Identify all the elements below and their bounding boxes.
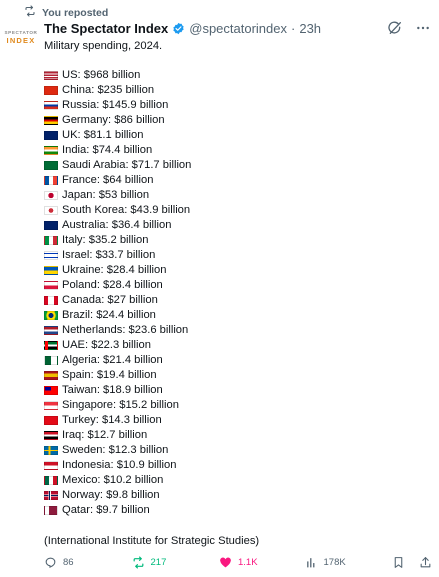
reply-button[interactable]	[44, 556, 132, 569]
list-item	[44, 338, 424, 353]
flag-ua-icon	[44, 266, 58, 275]
list-item-text: Algeria: $21.4 billion	[62, 354, 163, 366]
list-item	[44, 113, 424, 128]
list-item-text: Poland: $28.4 billion	[62, 279, 163, 291]
list-item-text: Indonesia: $10.9 billion	[62, 459, 177, 471]
list-item-text: Brazil: $24.4 billion	[62, 309, 156, 321]
tweet-intro: Military spending, 2024.	[44, 40, 163, 52]
flag-qa-icon	[44, 506, 58, 515]
list-item	[44, 443, 424, 458]
flag-kr-icon	[44, 206, 58, 215]
flag-it-icon	[44, 236, 58, 245]
list-item-text: Canada: $27 billion	[62, 294, 158, 306]
repost-icon	[24, 5, 36, 20]
reply-count: 86	[63, 557, 74, 568]
list-item-text: Germany: $86 billion	[62, 114, 165, 126]
heart-icon	[219, 556, 232, 569]
flag-nl-icon	[44, 326, 58, 335]
flag-id-icon	[44, 461, 58, 470]
list-item-text: US: $968 billion	[62, 69, 141, 81]
flag-tw-icon	[44, 386, 58, 395]
list-item	[44, 173, 424, 188]
top-actions	[387, 20, 431, 36]
list-item	[44, 368, 424, 383]
flag-us-icon	[44, 71, 58, 80]
list-item-text: Australia: $36.4 billion	[62, 219, 172, 231]
flag-sa-icon	[44, 161, 58, 170]
grok-icon[interactable]	[387, 20, 403, 36]
list-item-text: China: $235 billion	[62, 84, 155, 96]
list-item	[44, 158, 424, 173]
share-icon	[419, 556, 432, 569]
list-item-text: Japan: $53 billion	[62, 189, 150, 201]
flag-br-icon	[44, 311, 58, 320]
list-item-text: Italy: $35.2 billion	[62, 234, 149, 246]
list-item	[44, 263, 424, 278]
tweet-header	[44, 21, 321, 36]
list-item-text: Turkey: $14.3 billion	[62, 414, 162, 426]
list-item-text: Taiwan: $18.9 billion	[62, 384, 163, 396]
list-item	[44, 323, 424, 338]
flag-dz-icon	[44, 356, 58, 365]
list-item-text: Spain: $19.4 billion	[62, 369, 157, 381]
list-item	[44, 248, 424, 263]
flag-de-icon	[44, 116, 58, 125]
flag-tr-icon	[44, 416, 58, 425]
repost-count: 217	[150, 557, 167, 568]
list-item	[44, 353, 424, 368]
like-count: 1.1K	[238, 557, 258, 568]
avatar[interactable]	[6, 28, 36, 48]
flag-jp-icon	[44, 191, 58, 200]
list-item	[44, 473, 424, 488]
list-item-text: Norway: $9.8 billion	[62, 489, 160, 501]
list-item	[44, 218, 424, 233]
list-item	[44, 98, 424, 113]
list-item	[44, 293, 424, 308]
list-item	[44, 83, 424, 98]
flag-ae-icon	[44, 341, 58, 350]
repost-indicator	[24, 5, 108, 20]
list-item-text: Iraq: $12.7 billion	[62, 429, 148, 441]
list-item	[44, 383, 424, 398]
share-button[interactable]	[419, 556, 432, 569]
list-item-text: Mexico: $10.2 billion	[62, 474, 164, 486]
tweet-body	[44, 39, 424, 549]
list-item-text: Ukraine: $28.4 billion	[62, 264, 167, 276]
views-count: 178K	[323, 557, 346, 568]
list-item-text: UK: $81.1 billion	[62, 129, 144, 141]
repost-label: You reposted	[42, 6, 109, 19]
list-item-text: South Korea: $43.9 billion	[62, 204, 191, 216]
list-item	[44, 68, 424, 83]
list-item	[44, 413, 424, 428]
list-item	[44, 233, 424, 248]
flag-no-icon	[44, 491, 58, 500]
timestamp[interactable]: 23h	[299, 21, 322, 36]
flag-sg-icon	[44, 401, 58, 410]
bookmark-button[interactable]	[392, 556, 405, 569]
list-item	[44, 203, 424, 218]
list-item	[44, 128, 424, 143]
flag-ca-icon	[44, 296, 58, 305]
flag-au-icon	[44, 221, 58, 230]
flag-in-icon	[44, 146, 58, 155]
verified-badge-icon	[172, 22, 185, 35]
list-item-text: France: $64 billion	[62, 174, 154, 186]
flag-iq-icon	[44, 431, 58, 440]
reply-icon	[44, 556, 57, 569]
author-handle[interactable]: @spectatorindex	[189, 21, 287, 36]
list-item-text: Singapore: $15.2 billion	[62, 399, 179, 411]
avatar-line1: SPECTATOR	[4, 30, 38, 36]
list-item	[44, 308, 424, 323]
flag-cn-icon	[44, 86, 58, 95]
flag-il-icon	[44, 251, 58, 260]
author-name[interactable]: The Spectator Index	[44, 21, 169, 36]
list-item-text: UAE: $22.3 billion	[62, 339, 151, 351]
list-item	[44, 143, 424, 158]
list-item	[44, 488, 424, 503]
list-item	[44, 398, 424, 413]
action-bar	[44, 556, 432, 569]
flag-ru-icon	[44, 101, 58, 110]
repost-button[interactable]	[132, 556, 220, 569]
list-item-text: Israel: $33.7 billion	[62, 249, 156, 261]
tweet-source: (International Institute for Strategic Studies)	[44, 535, 260, 547]
flag-se-icon	[44, 446, 58, 455]
analytics-icon	[305, 556, 318, 569]
avatar-line2: INDEX	[6, 36, 36, 46]
flag-mx-icon	[44, 476, 58, 485]
flag-pl-icon	[44, 281, 58, 290]
flag-es-icon	[44, 371, 58, 380]
list-item-text: Qatar: $9.7 billion	[62, 504, 150, 516]
list-item	[44, 458, 424, 473]
list-item	[44, 188, 424, 203]
spending-list	[44, 68, 424, 518]
views-button[interactable]	[305, 556, 393, 569]
repost-action-icon	[132, 556, 145, 569]
list-item	[44, 278, 424, 293]
more-options-icon[interactable]	[415, 20, 431, 36]
list-item-text: Netherlands: $23.6 billion	[62, 324, 189, 336]
like-button[interactable]	[219, 556, 305, 569]
bookmark-icon	[392, 556, 405, 569]
list-item-text: Russia: $145.9 billion	[62, 99, 169, 111]
list-item	[44, 428, 424, 443]
list-item	[44, 503, 424, 518]
list-item-text: Sweden: $12.3 billion	[62, 444, 169, 456]
flag-fr-icon	[44, 176, 58, 185]
separator-dot: ·	[291, 21, 296, 36]
flag-gb-icon	[44, 131, 58, 140]
list-item-text: Saudi Arabia: $71.7 billion	[62, 159, 192, 171]
list-item-text: India: $74.4 billion	[62, 144, 153, 156]
